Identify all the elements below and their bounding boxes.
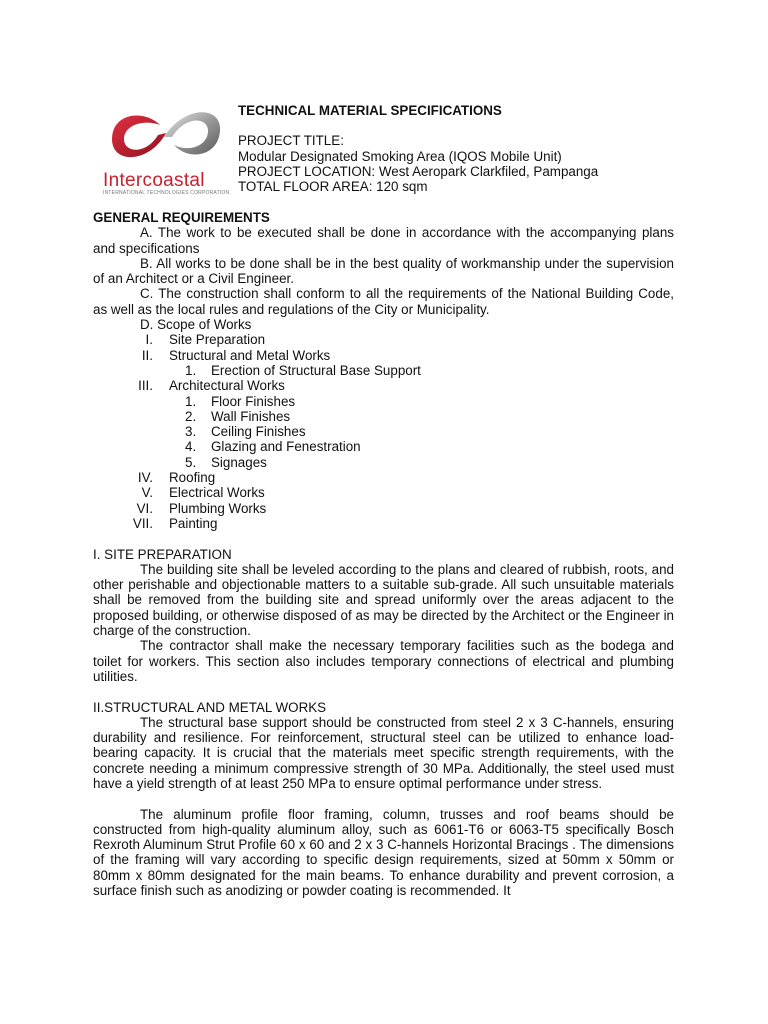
scope-subitem: 1. Erection of Structural Base Support [185, 362, 421, 378]
project-title-label: PROJECT TITLE: [238, 133, 344, 149]
project-title: Modular Designated Smoking Area (IQOS Mobile Unit) [238, 148, 562, 164]
company-logo-tagline: INTERNATIONAL TECHNOLOGIES CORPORATION [103, 190, 230, 196]
general-requirement-d: D. Scope of Works [140, 317, 252, 333]
scope-subitem: 2. Wall Finishes [185, 408, 291, 424]
scope-subitem: 4. Glazing and Fenestration [185, 439, 361, 455]
scope-subitem: 5. Signages [185, 454, 267, 470]
site-preparation-paragraph: The contractor shall make the necessary temporary facilities such as the bodega and toilet for workers. This section also includes temporary connections of electrical and plumbing utilities. [93, 638, 674, 684]
scope-item: VII. Painting [132, 515, 218, 531]
scope-subitem: 1. Floor Finishes [185, 393, 296, 409]
scope-item: IV. Roofing [137, 470, 216, 486]
general-requirement-c: C. The construction shall conform to all the requirements of the National Building Code, as well as the local rules and regulations of the City or Municipality. [93, 286, 674, 317]
structural-paragraph: The aluminum profile floor framing, column, trusses and roof beams should be constructed from high-quality aluminum alloy, such as 6061-T6 or 6063-T5 specifically Bosch Rexroth Aluminum Strut Profile 60 x 60 and 2 x 3 C-hannels Horizontal Bracings . The dimensions of the framing will vary according to specific design requirements, sized at 50mm x 50mm or 80mm x 80mm designated for the main beams. To enhance durability and prevent corrosion, a surface finish such as anodizing or powder coating is recommended. It [93, 806, 674, 899]
spacer [93, 531, 674, 546]
company-logo-text: Intercoastal [103, 170, 205, 191]
document-title: TECHNICAL MATERIAL SPECIFICATIONS [238, 103, 502, 118]
scope-item: V. Electrical Works [141, 485, 265, 501]
spacer [93, 791, 674, 806]
scope-item: I. Site Preparation [145, 332, 266, 348]
structural-heading: II.STRUCTURAL AND METAL WORKS [93, 699, 327, 715]
site-preparation-heading: I. SITE PREPARATION [93, 546, 232, 562]
general-requirement-b: B. All works to be done shall be in the best quality of workmanship under the supervision of an Architect or a Civil Engineer. [93, 255, 674, 287]
structural-paragraph: The structural base support should be constructed from steel 2 x 3 C-hannels, ensuring durability and resilience. For reinforcement, structural steel can be utilized to enhance load-bearing capacity. It is crucial that the materials meet specific strength requirements, with the concrete needing a minimum compressive strength of 30 MPa. Additionally, the steel used must have a yield strength of at least 250 MPa to ensure optimal performance under stress. [93, 714, 674, 791]
spacer [93, 684, 674, 699]
general-requirement-a: A. The work to be executed shall be done in accordance with the accompanying plans and specifications [93, 225, 674, 256]
document-header [238, 103, 678, 194]
general-requirements-heading: GENERAL REQUIREMENTS [93, 210, 270, 225]
scope-subitem: 3. Ceiling Finishes [185, 424, 306, 440]
scope-item: II. Structural and Metal Works [141, 347, 331, 363]
project-location: PROJECT LOCATION: West Aeropark Clarkfiled, Pampanga [238, 163, 599, 179]
site-preparation-paragraph: The building site shall be leveled according to the plans and cleared of rubbish, roots, and other perishable and objectionable matters to a suitable sub-grade. All such unsuitable materials shall be removed from the building site and spread uniformly over the areas adjacent to the proposed building, or otherwise disposed of as may be directed by the Architect or the Engineer in charge of the construction. [93, 561, 674, 639]
scope-item: VI. Plumbing Works [136, 500, 267, 516]
scope-item: III. Architectural Works [138, 378, 285, 394]
total-floor-area: TOTAL FLOOR AREA: 120 sqm [238, 179, 428, 195]
document-body [93, 210, 674, 898]
